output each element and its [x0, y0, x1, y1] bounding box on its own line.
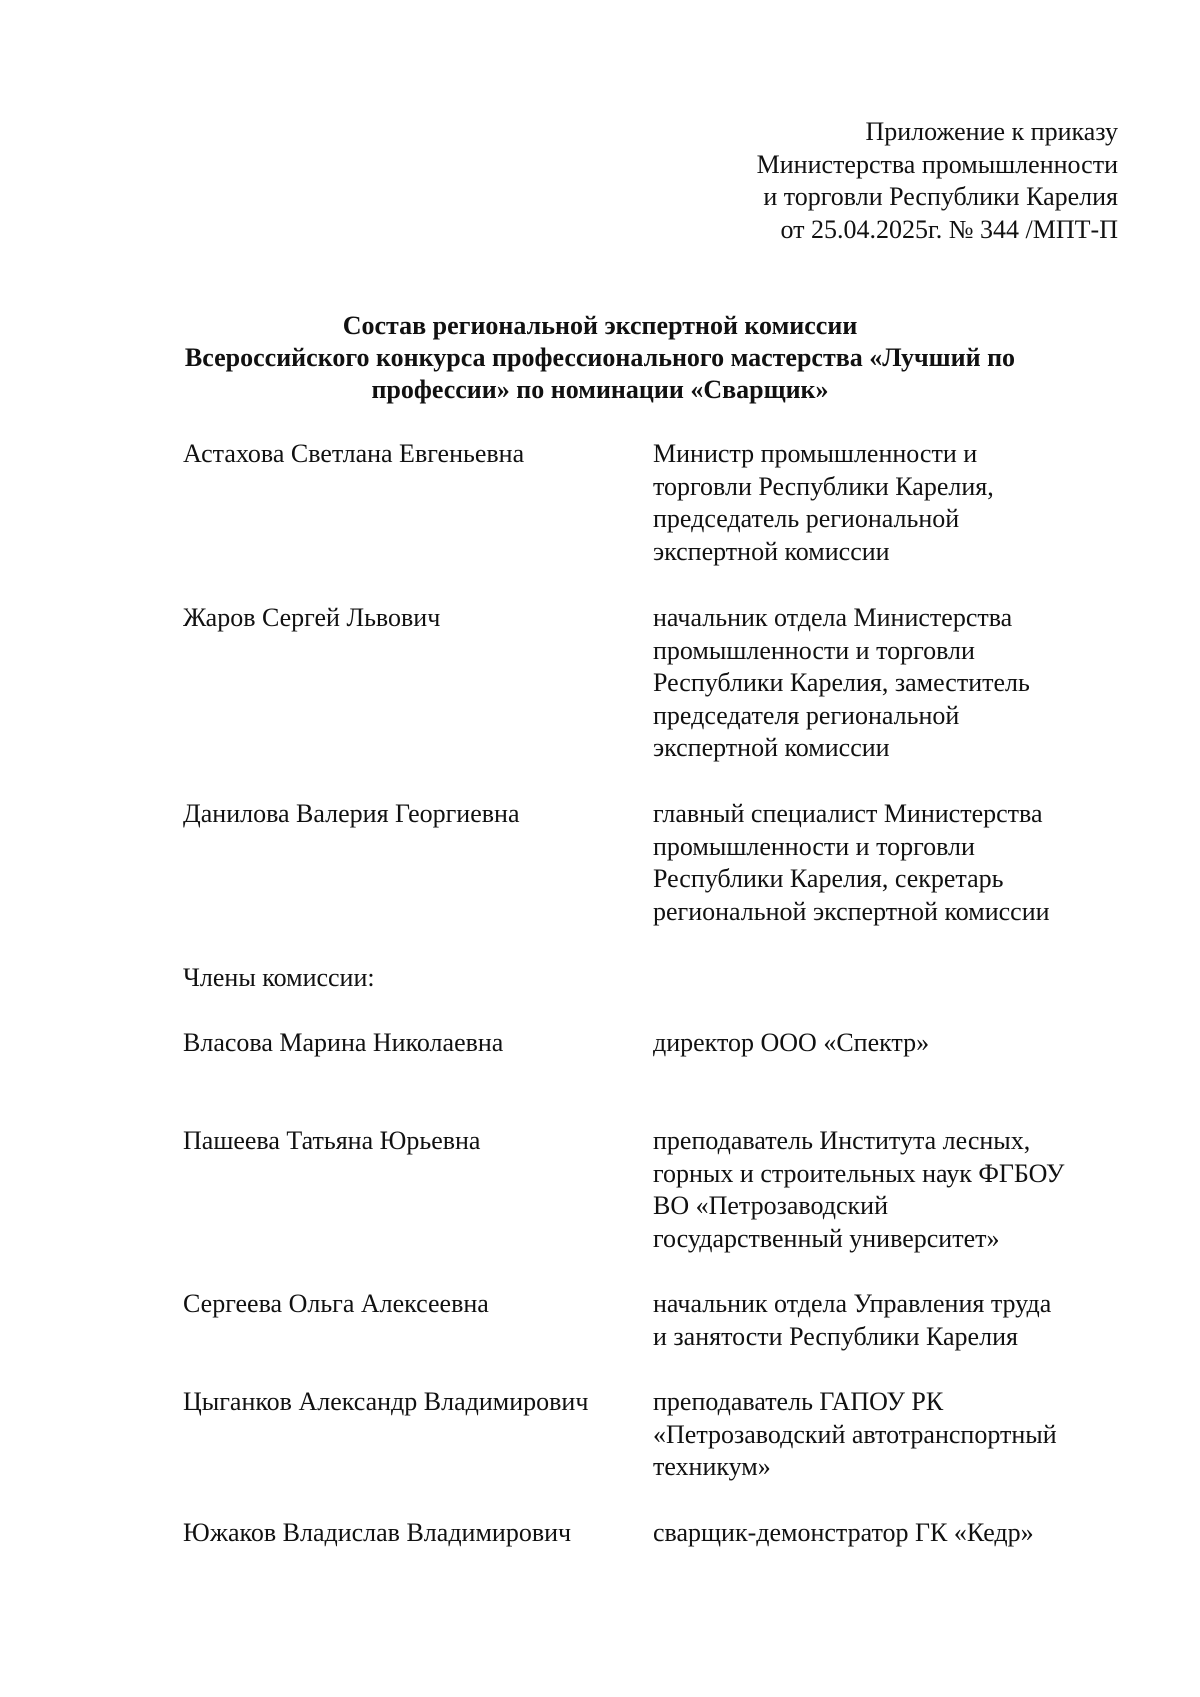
role-line: Республики Карелия, секретарь [653, 864, 1004, 893]
appendix-header [757, 116, 1118, 246]
person-role [653, 1386, 1123, 1484]
role-line: торговли Республики Карелия, [653, 471, 994, 501]
appendix-line: от 25.04.2025г. № 344 /МПТ-П [780, 214, 1118, 244]
role-line: «Петрозаводский автотранспортный [653, 1419, 1057, 1449]
role-line: ВО «Петрозаводский [653, 1191, 889, 1220]
title-line: Всероссийского конкурса профессионального мастерства «Лучший по [184, 343, 1016, 372]
role-line: экспертной комиссии [653, 536, 890, 566]
role-line: главный специалист Министерства [653, 799, 1043, 828]
role-line: директор ООО «Спектр» [653, 1028, 930, 1057]
role-line: Республики Карелия, заместитель [653, 668, 1030, 697]
role-line: промышленности и торговли [653, 831, 975, 861]
role-line: экспертной комиссии [653, 733, 890, 762]
role-line: начальник отдела Управления труда [653, 1289, 1052, 1318]
role-line: председатель региональной [653, 504, 960, 533]
role-line: начальник отдела Министерства [653, 603, 1013, 632]
role-line: сварщик-демонстратор ГК «Кедр» [653, 1518, 1034, 1547]
person-role [653, 798, 1123, 928]
person-name: Южаков Владислав Владимирович [183, 1518, 572, 1547]
role-line: председателя региональной [653, 700, 960, 730]
role-line: техникум» [653, 1452, 771, 1481]
members-label: Члены комиссии: [183, 963, 375, 992]
role-line: государственный университет» [653, 1223, 1000, 1253]
role-line: промышленности и торговли [653, 635, 975, 665]
role-line: преподаватель Института лесных, [653, 1126, 1031, 1155]
title-line: профессии» по номинации «Сварщик» [371, 375, 829, 404]
document-title [150, 310, 1050, 406]
appendix-line: Министерства промышленности [756, 149, 1118, 179]
appendix-line: Приложение к приказу [865, 117, 1118, 146]
person-name: Жаров Сергей Львович [183, 603, 441, 632]
person-name: Сергеева Ольга Алексеевна [183, 1289, 489, 1318]
person-name: Астахова Светлана Евгеньевна [183, 439, 525, 468]
person-role [653, 1288, 1123, 1353]
role-line: преподаватель ГАПОУ РК [653, 1387, 944, 1416]
person-role [653, 1027, 1123, 1060]
role-line: Министр промышленности и [653, 439, 978, 468]
person-role [653, 602, 1123, 765]
title-line: Состав региональной экспертной комиссии [342, 311, 858, 340]
person-name: Пашеева Татьяна Юрьевна [183, 1126, 481, 1155]
role-line: и занятости Республики Карелия [653, 1321, 1018, 1351]
role-line: региональной экспертной комиссии [653, 896, 1050, 926]
appendix-line: и торговли Республики Карелия [763, 182, 1118, 211]
person-role [653, 1125, 1123, 1255]
person-name: Цыганков Александр Владимирович [183, 1387, 589, 1416]
person-role [653, 438, 1123, 568]
person-name: Власова Марина Николаевна [183, 1028, 504, 1057]
person-name: Данилова Валерия Георгиевна [183, 799, 520, 828]
role-line: горных и строительных наук ФГБОУ [653, 1158, 1065, 1188]
person-role [653, 1517, 1123, 1550]
